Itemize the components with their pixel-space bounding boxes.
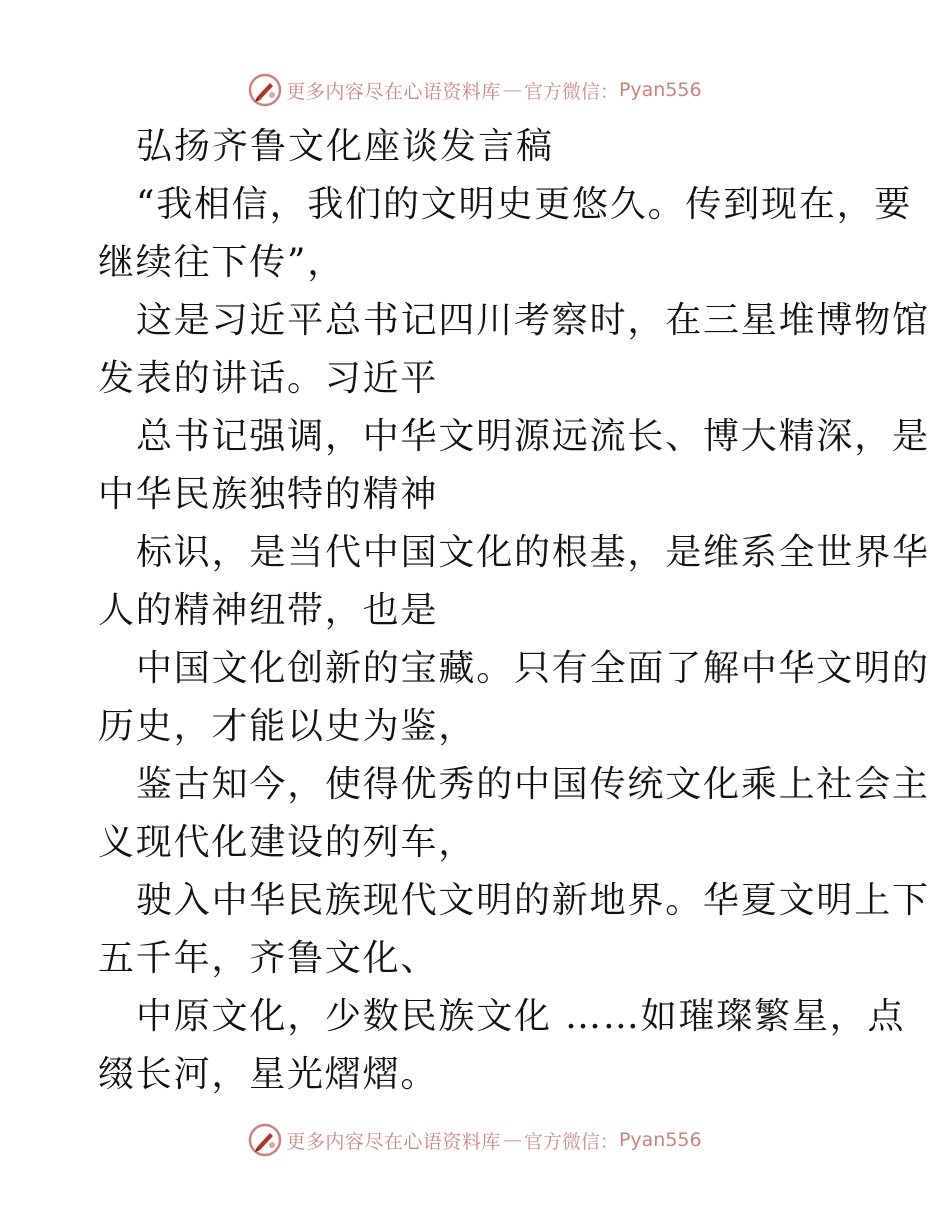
paragraph-line: 缀长河，星光熠熠。 <box>98 1054 439 1095</box>
paragraph-line: 驶入中华民族现代文明的新地界。华夏文明上下 <box>136 880 930 921</box>
paragraph-line: 五千年，齐鲁文化、 <box>98 938 439 979</box>
banner-dash: — <box>502 79 522 101</box>
paragraph-line: 标识，是当代中国文化的根基，是维系全世界华 <box>136 532 930 573</box>
paragraph-line: 人的精神纽带，也是 <box>98 590 439 631</box>
pen-logo-icon <box>248 1123 282 1157</box>
banner-wechat-id: Pyan556 <box>618 79 702 101</box>
banner-text: 更多内容尽在心语资料库 <box>286 80 501 103</box>
paragraph-line: 义现代化建设的列车， <box>98 822 477 863</box>
paragraph-line: 历史，才能以史为鉴， <box>98 706 477 747</box>
paragraph-line: 这是习近平总书记四川考察时，在三星堆博物馆 <box>136 300 930 341</box>
banner-label: 官方微信： <box>523 1130 619 1153</box>
paragraph-line: 中原文化，少数民族文化 ……如璀璨繁星，点 <box>136 996 906 1037</box>
paragraph-line: “我相信，我们的文明史更悠久。传到现在，要 <box>136 184 913 225</box>
banner-dash: — <box>502 1129 522 1151</box>
banner-label: 官方微信： <box>523 80 619 103</box>
paragraph-line: 中国文化创新的宝藏。只有全面了解中华文明的 <box>136 648 930 689</box>
banner-text: 更多内容尽在心语资料库 <box>286 1130 501 1153</box>
header-banner <box>0 70 950 110</box>
paragraph-line: 发表的讲话。习近平 <box>98 358 439 399</box>
document-title: 弘扬齐鲁文化座谈发言稿 <box>136 126 555 167</box>
document-body <box>98 118 930 1104</box>
paragraph-line: 继续往下传”， <box>98 242 346 283</box>
pen-logo-icon <box>248 73 282 107</box>
footer-banner <box>0 1120 950 1160</box>
banner-wechat-id: Pyan556 <box>618 1129 702 1151</box>
paragraph-line: 总书记强调，中华文明源远流长、博大精深，是 <box>136 416 930 457</box>
paragraph-line: 中华民族独特的精神 <box>98 474 439 515</box>
paragraph-line: 鉴古知今，使得优秀的中国传统文化乘上社会主 <box>136 764 930 805</box>
